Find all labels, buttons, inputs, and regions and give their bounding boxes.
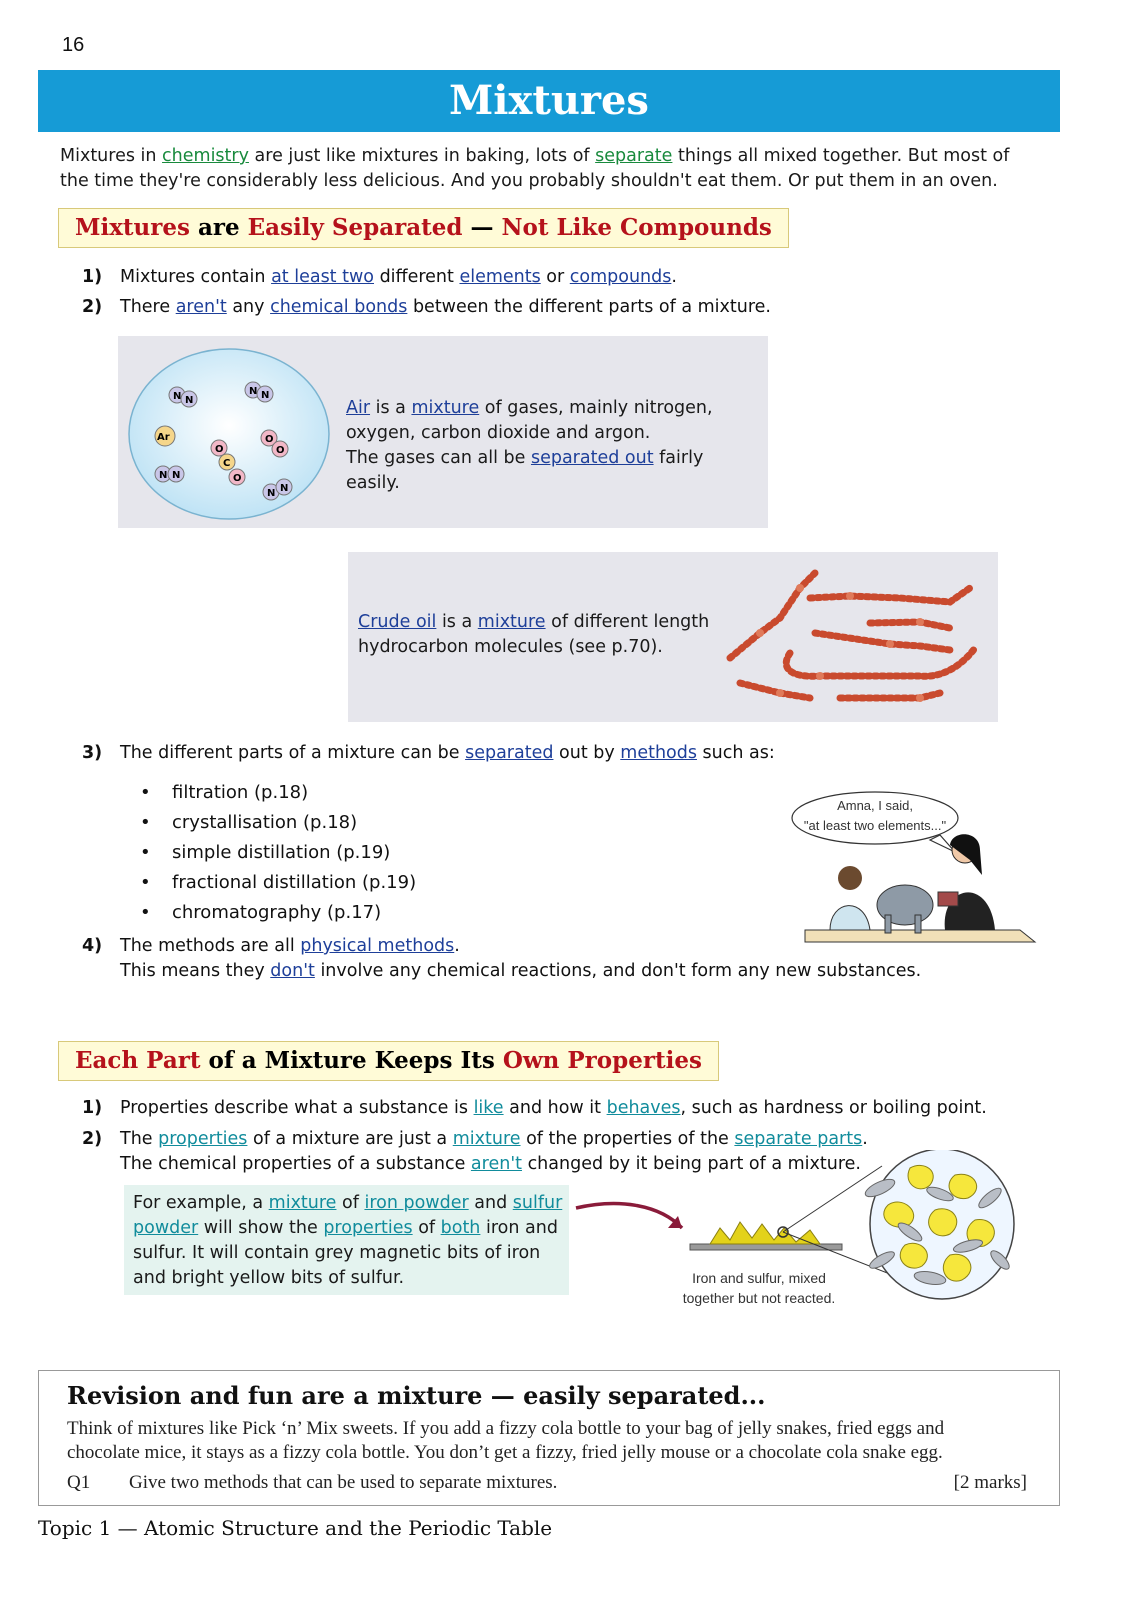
method-item: • filtration (p.18) bbox=[140, 782, 309, 803]
air-line-2: oxygen, carbon dioxide and argon. bbox=[346, 423, 651, 443]
speech-line: Amna, I said, bbox=[837, 798, 913, 813]
air-line-1: Air is a mixture of gases, mainly nitrogen, bbox=[346, 398, 713, 418]
footer-topic: Topic 1 — Atomic Structure and the Periodic Table bbox=[38, 1516, 553, 1540]
crude-oil-panel bbox=[348, 552, 998, 722]
air-molecules-illustration bbox=[126, 344, 331, 524]
revision-box bbox=[38, 1370, 1060, 1506]
list-item bbox=[82, 1093, 987, 1123]
heading-part: Easily Separated bbox=[247, 214, 463, 241]
svg-text:N: N bbox=[172, 470, 181, 481]
svg-text:N: N bbox=[185, 395, 194, 406]
example-line-1: For example, a mixture of iron powder and sulfur bbox=[133, 1193, 563, 1213]
title-bar bbox=[38, 70, 1060, 132]
item-number: 1) bbox=[82, 267, 103, 287]
heading-part: Not Like Compounds bbox=[501, 214, 772, 241]
example-text bbox=[133, 1191, 563, 1291]
method-item: • simple distillation (p.19) bbox=[140, 842, 391, 863]
hydrocarbon-chains-illustration bbox=[720, 558, 992, 718]
crude-oil-description bbox=[358, 610, 728, 660]
item-number: 2) bbox=[82, 297, 103, 317]
question-number: Q1 bbox=[67, 1472, 91, 1493]
intro-paragraph bbox=[60, 144, 1060, 194]
svg-text:O: O bbox=[233, 473, 242, 484]
method-item: • crystallisation (p.18) bbox=[140, 812, 358, 833]
question-text: Give two methods that can be used to separate mixtures. bbox=[129, 1472, 558, 1493]
example-line-2: powder will show the properties of both iron and bbox=[133, 1218, 558, 1238]
example-line-4: and bright yellow bits of sulfur. bbox=[133, 1268, 405, 1288]
example-line-3: sulfur. It will contain grey magnetic bits of iron bbox=[133, 1243, 541, 1263]
svg-text:O: O bbox=[215, 444, 224, 455]
section1-list bbox=[82, 262, 771, 322]
heading-part: are bbox=[189, 214, 248, 241]
air-description bbox=[346, 396, 761, 496]
svg-text:N: N bbox=[249, 386, 258, 397]
intro-line-2: the time they're considerably less delicious. And you probably shouldn't eat them. Or put them in an oven. bbox=[60, 171, 998, 191]
method-item: • chromatography (p.17) bbox=[140, 902, 382, 923]
method-item: • fractional distillation (p.19) bbox=[140, 872, 417, 893]
svg-text:Ar: Ar bbox=[157, 432, 170, 443]
speech-line: "at least two elements..." bbox=[803, 818, 947, 833]
question-marks: [2 marks] bbox=[953, 1472, 1027, 1493]
page-number: 16 bbox=[62, 34, 85, 56]
svg-text:O: O bbox=[276, 445, 285, 456]
caption-line: Iron and sulfur, mixed bbox=[692, 1270, 826, 1286]
oil-line-1: Crude oil is a mixture of different length bbox=[358, 612, 710, 632]
revision-body bbox=[67, 1417, 1027, 1495]
heading-part: Own Properties bbox=[502, 1047, 702, 1074]
keyword-separate: separate bbox=[595, 146, 673, 166]
item-text: Mixtures contain at least two different elements or compounds. bbox=[120, 267, 677, 287]
item-number: 2) bbox=[82, 1129, 103, 1149]
item-text: The different parts of a mixture can be separated out by methods such as: bbox=[120, 743, 775, 763]
example-panel bbox=[124, 1185, 569, 1295]
intro-text: are just like mixtures in baking, lots of bbox=[248, 146, 596, 166]
revision-title: Revision and fun are a mixture — easily separated... bbox=[67, 1381, 766, 1410]
list-item bbox=[82, 934, 921, 984]
svg-text:N: N bbox=[261, 390, 270, 401]
keyword-chemistry: chemistry bbox=[162, 146, 249, 166]
item-text: The methods are all physical methods. This means they don't involve any chemical reactions, and don't form any new substances. bbox=[120, 936, 922, 981]
item-text: The properties of a mixture are just a mixture of the properties of the separate parts. The chemical properties of a substance aren't changed by it being part of a mixture. bbox=[120, 1129, 868, 1174]
list-item bbox=[82, 292, 771, 322]
list-item bbox=[82, 738, 775, 768]
air-panel bbox=[118, 336, 768, 528]
revision-line: chocolate mice, it stays as a fizzy cola bottle. You don’t get a fizzy, fried jelly mouse or a chocolate cola snake egg. bbox=[67, 1442, 943, 1463]
methods-list bbox=[140, 778, 416, 928]
speech-bubble-text bbox=[794, 796, 956, 836]
section-heading-2 bbox=[58, 1041, 719, 1081]
heading-part: — bbox=[462, 214, 502, 241]
caption-line: together but not reacted. bbox=[682, 1290, 836, 1306]
svg-text:N: N bbox=[173, 391, 182, 402]
intro-text: Mixtures in bbox=[60, 146, 163, 166]
revision-line: Think of mixtures like Pick ‘n’ Mix sweets. If you add a fizzy cola bottle to your bag of jelly snakes, fried eggs and bbox=[67, 1418, 945, 1439]
list-item bbox=[82, 262, 771, 292]
item-text: There aren't any chemical bonds between the different parts of a mixture. bbox=[120, 297, 771, 317]
svg-text:N: N bbox=[280, 483, 289, 494]
svg-text:C: C bbox=[223, 458, 231, 469]
page-title: Mixtures bbox=[449, 77, 649, 124]
item-number: 3) bbox=[82, 743, 103, 763]
intro-line-1 bbox=[60, 144, 1060, 169]
iron-sulfur-caption bbox=[674, 1268, 844, 1308]
section1-item-3 bbox=[82, 738, 775, 768]
oil-line-2: hydrocarbon molecules (see p.70). bbox=[358, 637, 663, 657]
heading-part: of a Mixture Keeps Its bbox=[200, 1047, 503, 1074]
air-line-3: The gases can all be separated out fairly easily. bbox=[346, 448, 704, 493]
cartoon-illustration bbox=[790, 790, 1040, 950]
svg-text:N: N bbox=[159, 470, 168, 481]
heading-part: Mixtures bbox=[75, 214, 190, 241]
svg-text:N: N bbox=[267, 488, 276, 499]
item-text: Properties describe what a substance is like and how it behaves, such as hardness or boiling point. bbox=[120, 1098, 987, 1118]
item-number: 1) bbox=[82, 1098, 103, 1118]
svg-text:O: O bbox=[265, 434, 274, 445]
revision-question bbox=[67, 1471, 1027, 1495]
intro-text: things all mixed together. But most of bbox=[672, 146, 1010, 166]
item-number: 4) bbox=[82, 936, 103, 956]
section-heading-1 bbox=[58, 208, 789, 248]
heading-part: Each Part bbox=[75, 1047, 201, 1074]
section1-item-4 bbox=[82, 934, 921, 984]
